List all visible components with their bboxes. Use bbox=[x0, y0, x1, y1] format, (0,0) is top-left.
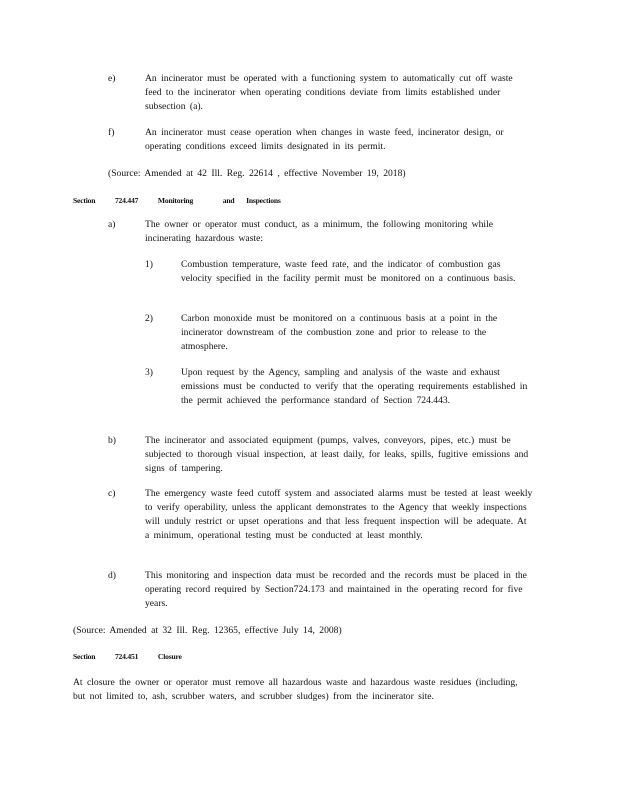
item-text-b: The incinerator and associated equipment (pumps, valves, conveyors, pipes, etc.) must be subjected to thorough visual inspection, at least daily, for leaks, spills, fugitive emissions and signs of tampering. bbox=[145, 435, 529, 474]
item-label-a: a) bbox=[108, 219, 116, 230]
subitem-text-2: Carbon monoxide must be monitored on a continuous basis at a point in the incinerator downstream of the combustion zone and prior to release to the atmosphere. bbox=[181, 313, 498, 352]
subitem-label-1: 1) bbox=[145, 259, 153, 270]
item-text-a: The owner or operator must conduct, as a minimum, the following monitoring while incinerating hazardous waste: bbox=[145, 219, 493, 244]
item-text-d: This monitoring and inspection data must be recorded and the records must be placed in the operating record required by Section724.173 and maintained in the operating record for five years. bbox=[145, 570, 527, 609]
section-number: 724.447 bbox=[114, 196, 139, 205]
section-title: Closure bbox=[157, 652, 182, 661]
section-word: Section bbox=[73, 652, 96, 661]
source-note-2: (Source: Amended at 32 Ill. Reg. 12365, effective July 14, 2008) bbox=[73, 625, 342, 636]
item-label-b: b) bbox=[108, 435, 116, 446]
subitem-text-3: Upon request by the Agency, sampling and analysis of the waste and exhaust emissions must be conducted to verify that the operating requirements established in the permit achieved the performance standard of Section 724.443. bbox=[181, 367, 528, 406]
source-note-1: (Source: Amended at 42 Ill. Reg. 22614 , effective November 19, 2018) bbox=[108, 168, 406, 179]
closure-paragraph: At closure the owner or operator must remove all hazardous waste and hazardous waste residues (including, but not limited to, ash, scrubber waters, and scrubber sludges) from the incinerator site. bbox=[73, 677, 518, 702]
section-title-part: and bbox=[222, 196, 235, 205]
item-label-e: e) bbox=[108, 73, 116, 84]
section-heading-724-451 bbox=[73, 650, 182, 664]
subitem-label-3: 3) bbox=[145, 367, 153, 378]
item-label-d: d) bbox=[108, 570, 116, 581]
section-number: 724.451 bbox=[114, 652, 139, 661]
subitem-text-1: Combustion temperature, waste feed rate, and the indicator of combustion gas velocity specified in the facility permit must be monitored on a continuous basis. bbox=[181, 259, 516, 284]
subitem-label-2: 2) bbox=[145, 313, 153, 324]
section-title-part: Inspections bbox=[246, 196, 281, 205]
section-title-part: Monitoring bbox=[157, 196, 194, 205]
section-heading-724-447 bbox=[73, 194, 281, 208]
item-label-f: f) bbox=[108, 127, 115, 138]
item-text-e: An incinerator must be operated with a functioning system to automatically cut off waste feed to the incinerator when operating conditions deviate from limits established under subsection (a). bbox=[145, 73, 513, 112]
item-label-c: c) bbox=[108, 488, 116, 499]
item-text-c: The emergency waste feed cutoff system and associated alarms must be tested at least weekly to verify operability, unless the applicant demonstrates to the Agency that weekly inspections will unduly restrict or upset operations and that less frequent inspection will be adequate. At a minimum, operational testing must be conducted at least monthly. bbox=[145, 488, 533, 541]
item-text-f: An incinerator must cease operation when changes in waste feed, incinerator design, or operating conditions exceed limits designated in its permit. bbox=[145, 127, 504, 152]
section-word: Section bbox=[73, 196, 96, 205]
